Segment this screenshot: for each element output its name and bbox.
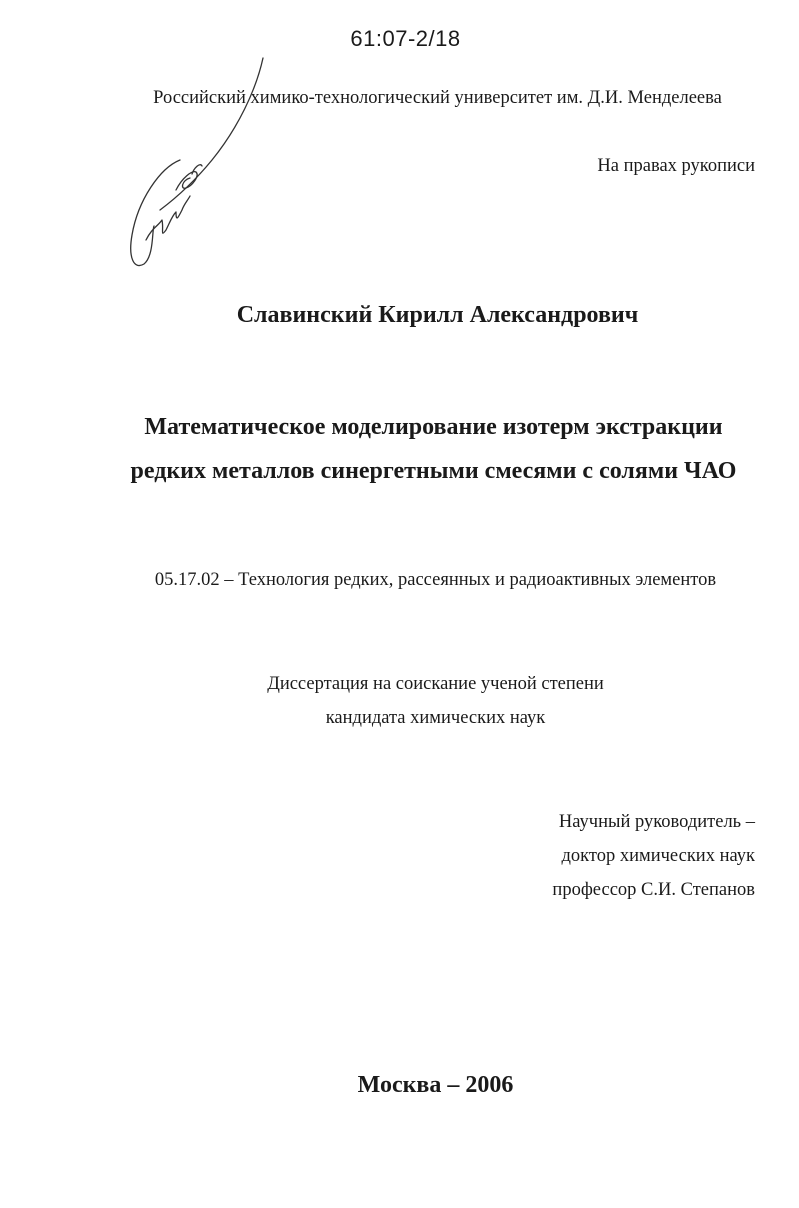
supervisor-degree: доктор химических наук bbox=[561, 846, 755, 866]
archive-code: 61:07-2/18 bbox=[350, 26, 461, 51]
author-name: Славинский Кирилл Александрович bbox=[236, 302, 639, 328]
specialty-code: 05.17.02 – Технология редких, рассеянных и радиоактивных элементов bbox=[154, 570, 717, 590]
manuscript-rights-note: На правах рукописи bbox=[597, 156, 755, 176]
university-name: Российский химико-технологический университет им. Д.И. Менделеева bbox=[153, 88, 722, 108]
supervisor-name: профессор С.И. Степанов bbox=[552, 880, 755, 900]
degree-line-1: Диссертация на соискание ученой степени bbox=[267, 674, 604, 694]
thesis-title-line-1: Математическое моделирование изотерм экстракции bbox=[144, 414, 723, 440]
supervisor-role: Научный руководитель – bbox=[558, 812, 755, 832]
handwritten-signature bbox=[120, 50, 280, 280]
degree-line-2: кандидата химических наук bbox=[325, 708, 546, 728]
thesis-title-line-2: редких металлов синергетными смесями с солями ЧАО bbox=[130, 458, 737, 484]
city-year: Москва – 2006 bbox=[357, 1072, 514, 1098]
